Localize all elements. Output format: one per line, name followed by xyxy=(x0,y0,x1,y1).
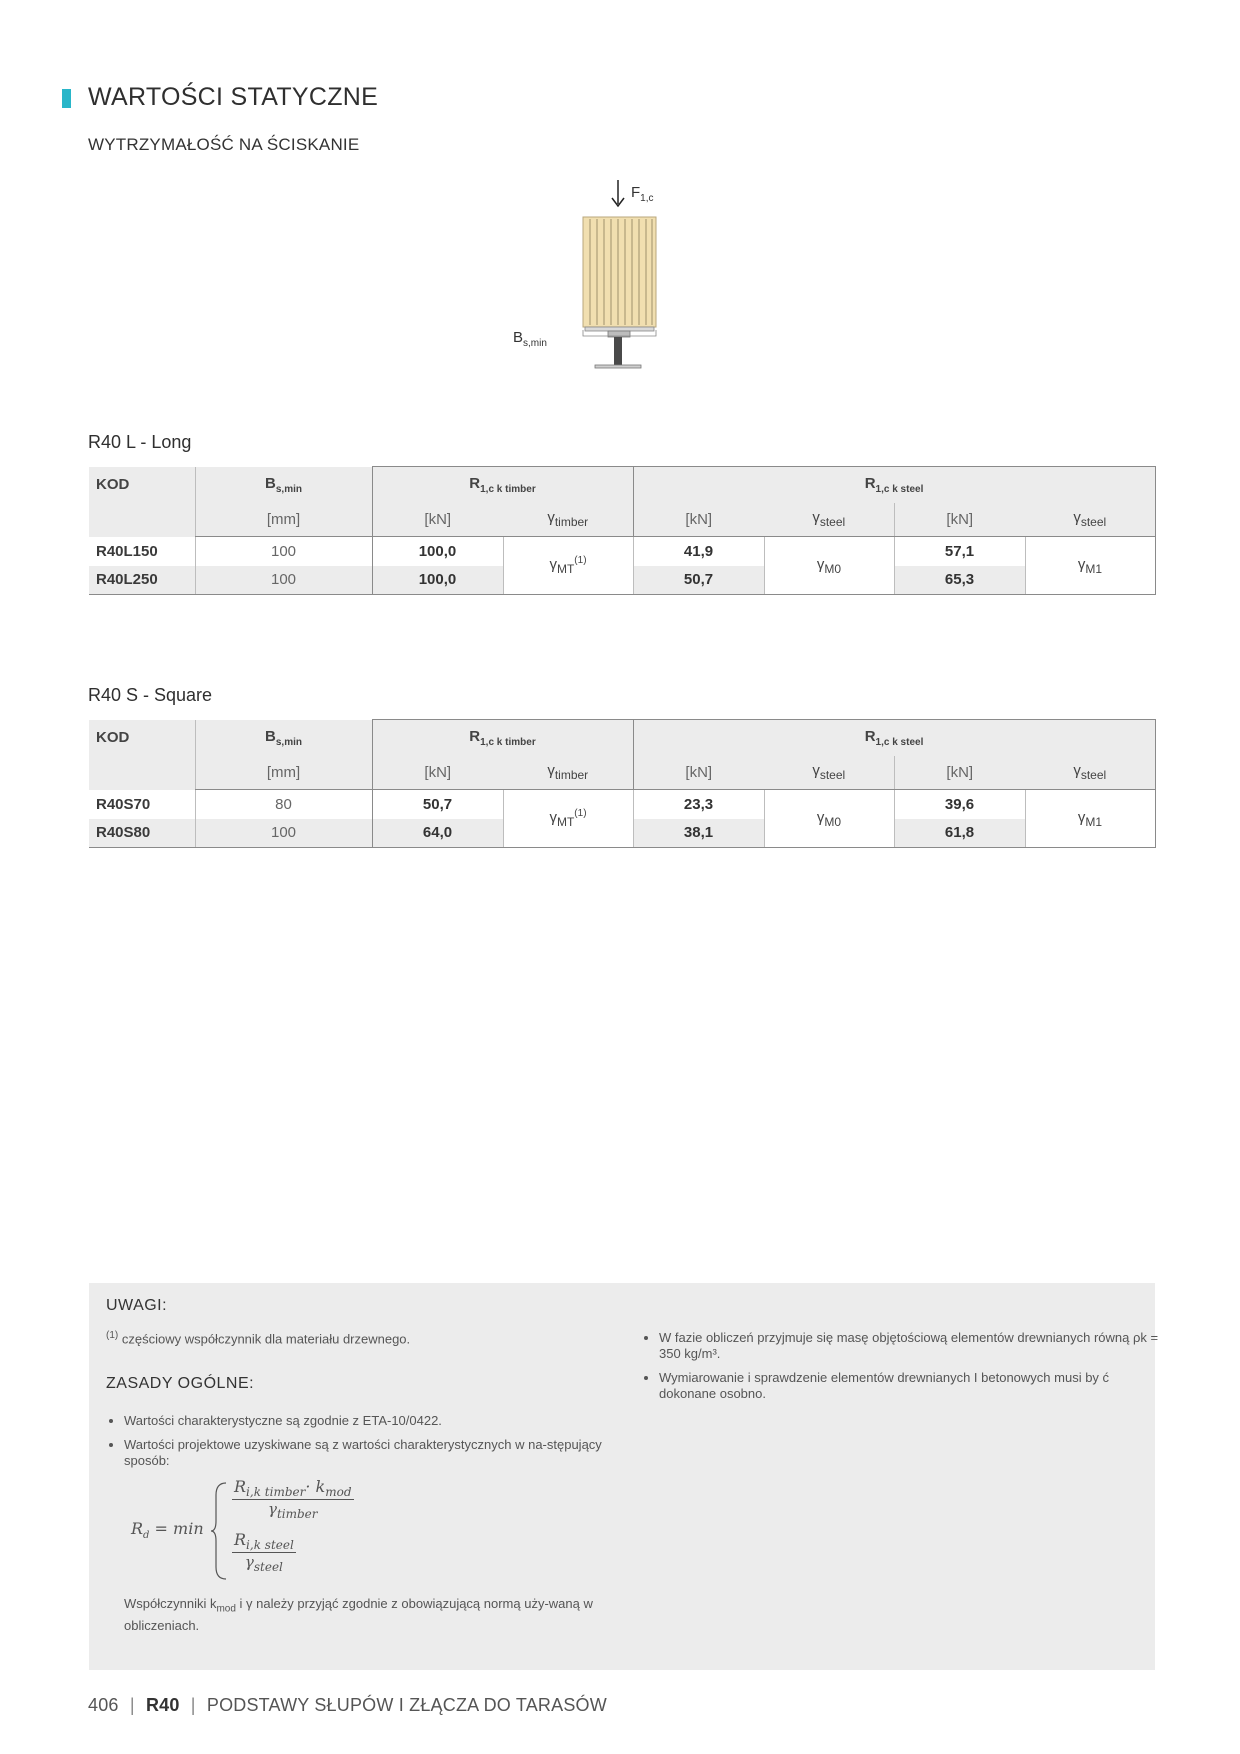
cell-r-steel: 57,1 xyxy=(894,537,1025,566)
cell-r-steel: 65,3 xyxy=(894,566,1025,595)
formula-fraction-timber: $R_{i,k timber}\cdot k_{mod}$ $\gamma_{timber}$ xyxy=(234,1477,352,1522)
unit-mm: [mm] xyxy=(195,756,372,790)
header-gamma-steel: $\gamma_{steel}$ xyxy=(1025,756,1155,790)
unit-mm: [mm] xyxy=(195,503,372,537)
cell-gamma-m0: $\gamma_{M0}$ xyxy=(764,537,894,595)
cell-gamma-m1: $\gamma_{M1}$ xyxy=(1025,537,1155,595)
list-item: • W fazie obliczeń przyjmuje się masę objętościową elementów drewnianych równą ρk = 350 kg/m³. xyxy=(659,1330,1159,1362)
formula-lhs: $R_d = \min$ xyxy=(131,1519,204,1542)
cell-kod: R40S70 xyxy=(96,795,151,813)
unit-kn: [kN] xyxy=(372,756,503,790)
list-item: • Wymiarowanie i sprawdzenie elementów drewnianych I betonowych musi by ć dokonane osobno. xyxy=(659,1370,1159,1402)
section-accent-bar xyxy=(62,89,71,108)
cell-r-steel: 23,3 xyxy=(633,790,764,819)
base-plate xyxy=(595,365,641,368)
cell-r-timber: 100,0 xyxy=(372,566,503,595)
page-footer: 406 | R40 | PODSTAWY SŁUPÓW I ZŁĄCZA DO TARASÓW xyxy=(88,1695,607,1715)
header-gamma-steel: $\gamma_{steel}$ xyxy=(1025,503,1155,537)
general-heading: ZASADY OGÓLNE: xyxy=(106,1375,255,1392)
header-r-timber: $R_{1,c k timber}$ xyxy=(372,720,633,756)
force-label: $F_{1,c}$ xyxy=(631,184,654,204)
notes-heading: UWAGI: xyxy=(106,1297,168,1314)
cell-gamma-m0: $\gamma_{M0}$ xyxy=(764,790,894,848)
page-subtitle: WYTRZYMAŁOŚĆ NA ŚCISKANIE xyxy=(88,135,360,154)
cell-gamma-mt: $\gamma_{MT}^{(1)}$ xyxy=(503,537,633,595)
header-gamma-steel: $\gamma_{steel}$ xyxy=(764,503,894,537)
formula-brace xyxy=(210,1481,230,1581)
unit-kn: [kN] xyxy=(894,756,1025,790)
footnote: $^{(1)}$ częściowy współczynnik dla materiału drzewnego. xyxy=(106,1330,411,1347)
cell-r-timber: 50,7 xyxy=(372,790,503,819)
header-bs: $B_{s,min}$ xyxy=(195,720,372,756)
right-notes-list xyxy=(641,1330,1159,1410)
unit-kn: [kN] xyxy=(633,756,764,790)
header-kod: KOD xyxy=(89,720,195,790)
cell-r-steel: 61,8 xyxy=(894,819,1025,848)
header-kod: KOD xyxy=(89,467,195,537)
cell-gamma-mt: $\gamma_{MT}^{(1)}$ xyxy=(503,790,633,848)
cell-bs: 80 xyxy=(195,790,372,819)
header-gamma-steel: $\gamma_{steel}$ xyxy=(764,756,894,790)
table-long-title: R40 L - Long xyxy=(88,432,192,452)
table-square xyxy=(89,719,1156,848)
cell-r-steel: 39,6 xyxy=(894,790,1025,819)
header-r-steel: $R_{1,c k steel}$ xyxy=(633,467,1155,503)
cell-r-timber: 64,0 xyxy=(372,819,503,848)
coefficients-note: Współczynniki $k_{mod}$ i γ należy przyjąć zgodnie z obowiązującą normą uży-waną w obliczeniach. xyxy=(124,1596,593,1633)
cell-r-steel: 38,1 xyxy=(633,819,764,848)
cell-kod: R40L250 xyxy=(89,566,195,595)
cell-bs: 100 xyxy=(195,537,372,566)
design-formula xyxy=(128,1475,388,1585)
table-long xyxy=(89,466,1156,595)
list-item: • Wartości charakterystyczne są zgodnie z ETA-10/0422. xyxy=(124,1413,624,1429)
formula-fraction-steel: $R_{i,k steel}$ $\gamma_{steel}$ xyxy=(234,1530,294,1575)
cell-bs: 100 xyxy=(195,566,372,595)
header-gamma-timber: $\gamma_{timber}$ xyxy=(503,756,633,790)
header-r-timber: $R_{1,c k timber}$ xyxy=(372,467,633,503)
cell-r-timber: 100,0 xyxy=(372,537,503,566)
page-title: WARTOŚCI STATYCZNE xyxy=(88,83,379,111)
threaded-rod xyxy=(614,337,622,365)
cell-r-steel: 41,9 xyxy=(633,537,764,566)
header-bs: $B_{s,min}$ xyxy=(195,467,372,503)
unit-kn: [kN] xyxy=(894,503,1025,537)
list-item: • Wartości projektowe uzyskiwane są z wartości charakterystycznych w na-stępujący sposób: xyxy=(124,1437,624,1469)
cell-r-steel: 50,7 xyxy=(633,566,764,595)
steel-plate xyxy=(585,327,654,331)
page-number: 406 xyxy=(88,1695,119,1715)
footer-section: PODSTAWY SŁUPÓW I ZŁĄCZA DO TARASÓW xyxy=(206,1695,607,1715)
header-r-steel: $R_{1,c k steel}$ xyxy=(633,720,1155,756)
table-square-title: R40 S - Square xyxy=(88,685,213,705)
dimension-label: $B_{s,min}$ xyxy=(513,329,547,349)
cell-bs: 100 xyxy=(195,819,372,848)
header-gamma-timber: $\gamma_{timber}$ xyxy=(503,503,633,537)
footer-product: R40 xyxy=(145,1695,180,1715)
general-list xyxy=(106,1413,624,1477)
unit-kn: [kN] xyxy=(372,503,503,537)
cell-gamma-m1: $\gamma_{M1}$ xyxy=(1025,790,1155,848)
table-row xyxy=(89,537,1155,566)
unit-kn: [kN] xyxy=(633,503,764,537)
cell-kod: R40L150 xyxy=(96,542,158,560)
table-row xyxy=(89,790,1155,819)
cell-kod: R40S80 xyxy=(89,819,195,848)
timber-post xyxy=(583,217,656,327)
